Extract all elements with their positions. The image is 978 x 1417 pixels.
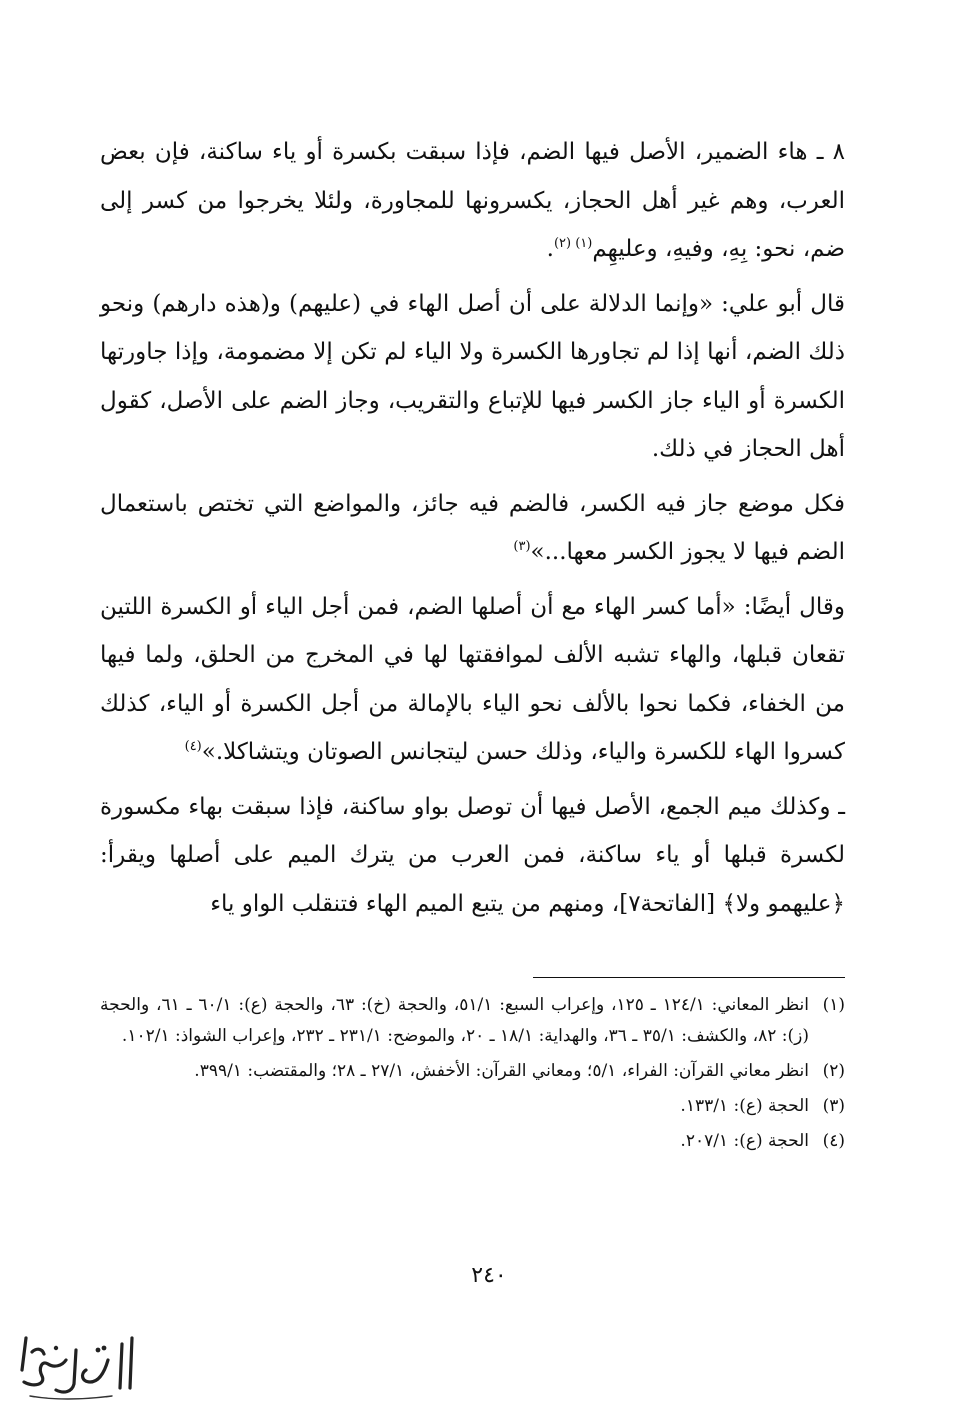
footnote-number: (٤) xyxy=(822,1131,845,1151)
paragraph-text: فكل موضع جاز فيه الكسر، فالضم فيه جائز، والمواضع التي تختص باستعمال الضم فيها لا يجوز الكسر معها...» xyxy=(100,490,845,565)
footnote xyxy=(100,1126,845,1157)
paragraph xyxy=(100,128,845,274)
paragraph-text: ـ وكذلك ميم الجمع، الأصل فيها أن توصل بواو ساكنة، فإذا سبقت بهاء مكسورة لكسرة قبلها أو ياء ساكنة، فمن العرب من يترك الميم على أصلها ويقرأ: ﴿عليهمو ولا﴾ [الفاتحة٧]، ومنهم من يتبع الميم الهاء فتنقلب الواو ياء xyxy=(100,793,845,917)
calligraphy-stamp-graphic xyxy=(12,1330,142,1408)
footnote-number: (١) xyxy=(822,995,845,1015)
footnote xyxy=(100,1091,845,1122)
paragraph-text: ٨ ـ هاء الضمير، الأصل فيها الضم، فإذا سبقت بكسرة أو ياء ساكنة، فإن بعض العرب، وهم غير أهل الحجاز، يكسرونها للمجاورة، ولئلا يخرجوا من كسر إلى ضم، نحو: بِهِ، وفيهِ، وعليهِم xyxy=(100,139,845,262)
footnote xyxy=(100,1056,845,1087)
paragraph xyxy=(100,280,845,474)
footnote-reference: (١) (٢) xyxy=(553,236,593,251)
paragraph-text: قال أبو علي: «وإنما الدلالة على أن أصل الهاء في (عليهم) و(هذه دارهم) ونحو ذلك الضم، أنها إذا لم تجاورها الكسرة ولا الياء لم تكن إلا مضمومة، وإذا جاورتها الكسرة أو الياء جاز الكسر فيها للإتباع والتقريب، وجاز الضم على الأصل، كقول أهل الحجاز في ذلك. xyxy=(100,290,845,462)
paragraph xyxy=(100,783,845,929)
footnote-separator xyxy=(533,977,845,978)
paragraph xyxy=(100,583,845,777)
footnote-reference: (٤) xyxy=(184,739,202,754)
footnotes xyxy=(100,990,845,1161)
calligraphy-stamp xyxy=(12,1330,142,1408)
page-number: ٢٤٠ xyxy=(471,1263,507,1288)
paragraph-text: وقال أيضًا: «أما كسر الهاء مع أن أصلها الضم، فمن أجل الياء أو الكسرة اللتين تقعان قبلها، والهاء تشبه الألف لموافقتها لها في المخرج من الحلق، ولما فيها من الخفاء، فكما نحوا بالألف نحو الياء بالإمالة من أجل الكسرة أو الياء، كذلك كسروا الهاء للكسرة والياء، وذلك حسن ليتجانس الصوتان ويتشاكلا.» xyxy=(100,593,845,765)
footnote-number: (٢) xyxy=(822,1061,845,1081)
main-text xyxy=(100,128,845,934)
footnote-text: انظر معاني القرآن: الفراء، ٥/١؛ ومعاني القرآن: الأخفش، ٢٧/١ ـ ٢٨؛ والمقتضب: ٣٩٩/١. xyxy=(194,1061,809,1081)
footnote-text: الحجة (ع): ٢٠٧/١. xyxy=(680,1131,809,1151)
footnote-number: (٣) xyxy=(822,1096,845,1116)
footnote-reference: (٣) xyxy=(513,539,531,554)
footnote-text: انظر المعاني: ١٢٤/١ ـ ١٢٥، وإعراب السبع: ٥١/١، والحجة (خ): ٦٣، والحجة (ع): ٦٠/١ ـ ٦١، والحجة (ز): ٨٢، والكشف: ٣٥/١ ـ ٣٦، والهداية: ١٨/١ ـ ٢٠، والموضح: ٢٣١/١ ـ ٢٣٢، وإعراب الشواذ: ١٠٢/١. xyxy=(100,995,810,1046)
footnote xyxy=(100,990,845,1052)
footnote-text: الحجة (ع): ١٣٣/١. xyxy=(680,1096,809,1116)
paragraph xyxy=(100,480,845,577)
paragraph-tail: . xyxy=(546,236,554,262)
